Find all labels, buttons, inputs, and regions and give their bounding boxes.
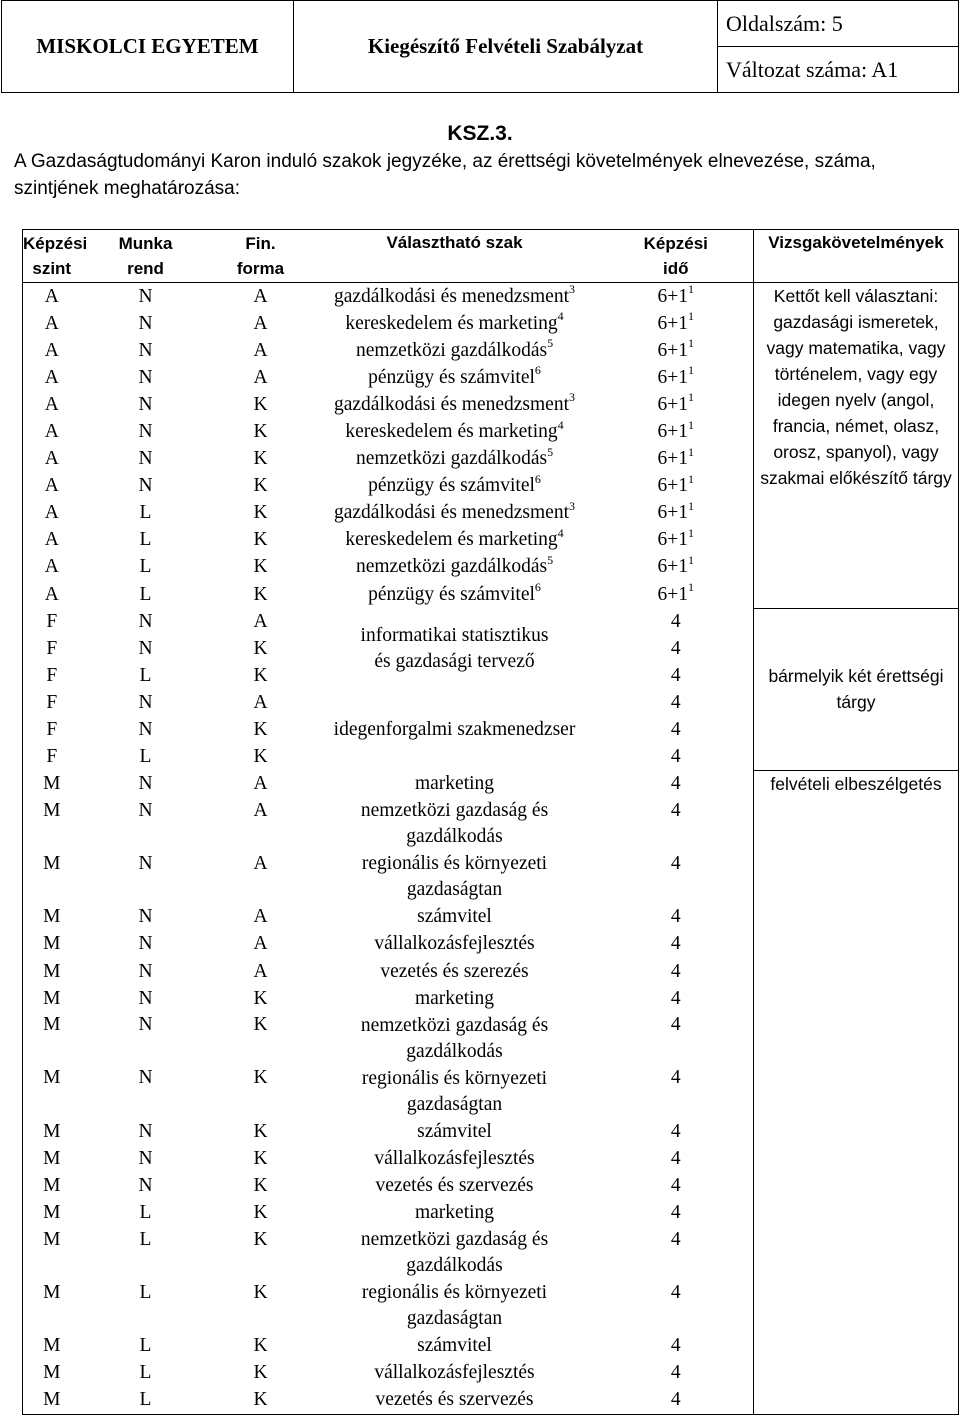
- cell-fin: K: [253, 475, 268, 497]
- duration-value: 4: [670, 719, 681, 741]
- footnote-ref: 1: [688, 309, 694, 324]
- footnote-ref: 6: [534, 363, 541, 378]
- cell-work: N: [138, 366, 153, 388]
- cell-duration: [599, 1172, 754, 1199]
- cell-duration: [599, 418, 754, 445]
- cell-work: N: [138, 933, 153, 955]
- footnote-ref: 4: [557, 417, 564, 432]
- cell-program: [311, 527, 599, 554]
- footnote-ref: 1: [688, 525, 694, 540]
- cell-duration: [599, 931, 754, 958]
- cell-program: [311, 1199, 599, 1226]
- cell-fin: K: [253, 1201, 268, 1223]
- cell-fin: A: [253, 610, 268, 632]
- footnote-ref: 1: [688, 498, 694, 513]
- page-number: Oldalszám: 5: [718, 1, 959, 47]
- cell-level: M: [43, 987, 61, 1009]
- duration-value: 6+1: [657, 312, 688, 334]
- cell-duration: [599, 1360, 754, 1387]
- duration-value: 6+1: [657, 393, 688, 415]
- cell-level: F: [46, 610, 58, 632]
- cell-program: [311, 500, 599, 527]
- footnote-ref: 3: [569, 282, 575, 297]
- cell-level: A: [44, 312, 59, 334]
- footnote-ref: 3: [569, 498, 575, 513]
- cell-duration: [599, 337, 754, 364]
- program-name: gazdálkodási és menedzsment: [334, 393, 569, 415]
- cell-duration: [599, 1118, 754, 1145]
- cell-level: A: [44, 448, 59, 470]
- cell-work: L: [139, 1228, 152, 1250]
- cell-duration: [599, 554, 754, 581]
- table-row: [23, 608, 959, 635]
- requirements-group-1: Kettőt kell választani: gazdasági ismeretek, vagy matematika, vagy történelem, vagy egy idegen nyelv (angol, francia, német, olasz, orosz, spanyol), vagy szakmai előkészítő tárgy: [754, 283, 959, 609]
- duration-value: 4: [670, 1120, 681, 1142]
- cell-fin: K: [253, 1014, 268, 1036]
- program-name: pénzügy és számvitel: [368, 583, 535, 605]
- footnote-ref: 6: [534, 471, 541, 486]
- cell-work: L: [139, 1201, 152, 1223]
- cell-level: A: [44, 475, 59, 497]
- cell-work: L: [139, 1335, 152, 1357]
- cell-duration: [599, 1227, 754, 1280]
- cell-work: L: [139, 583, 152, 605]
- cell-program: informatikai statisztikus és gazdasági tervező: [360, 624, 549, 672]
- cell-work: N: [138, 1067, 153, 1089]
- cell-fin: K: [253, 719, 268, 741]
- duration-value: 6+1: [657, 556, 688, 578]
- cell-duration: [599, 527, 754, 554]
- programs-table: [22, 229, 959, 1415]
- cell-level: M: [43, 1147, 61, 1169]
- cell-work: L: [139, 1389, 152, 1411]
- cell-work: N: [138, 339, 153, 361]
- cell-duration: [599, 500, 754, 527]
- cell-level: M: [43, 773, 61, 795]
- cell-work: L: [139, 529, 152, 551]
- cell-work: L: [139, 1362, 152, 1384]
- duration-value: 4: [670, 799, 681, 821]
- footnote-ref: 1: [688, 390, 694, 405]
- program-name: pénzügy és számvitel: [368, 366, 535, 388]
- version-number: Változat száma: A1: [718, 47, 959, 93]
- col-header-program: Választható szak: [311, 230, 599, 283]
- cell-fin: K: [253, 502, 268, 524]
- cell-level: A: [44, 366, 59, 388]
- cell-duration: [599, 717, 754, 744]
- cell-work: L: [139, 502, 152, 524]
- table-row: [23, 283, 959, 311]
- cell-fin: K: [253, 1335, 268, 1357]
- cell-fin: K: [253, 556, 268, 578]
- footnote-ref: 4: [557, 525, 564, 540]
- cell-level: M: [43, 1201, 61, 1223]
- cell-duration: [599, 581, 754, 608]
- cell-program: [311, 337, 599, 364]
- cell-fin: K: [253, 987, 268, 1009]
- cell-level: A: [44, 529, 59, 551]
- col-header-fin: Fin. forma: [211, 230, 311, 283]
- duration-value: 6+1: [657, 448, 688, 470]
- cell-program: [311, 771, 599, 798]
- cell-program: idegenforgalmi szakmenedzser: [333, 719, 576, 741]
- cell-work: L: [139, 556, 152, 578]
- cell-duration: [599, 771, 754, 798]
- duration-value: 4: [670, 746, 681, 768]
- cell-program: [311, 931, 599, 958]
- cell-duration: [599, 1012, 754, 1065]
- cell-work: N: [138, 691, 153, 713]
- cell-fin: A: [253, 960, 268, 982]
- cell-duration: [599, 1333, 754, 1360]
- duration-value: 6+1: [657, 583, 688, 605]
- footnote-ref: 1: [688, 580, 694, 595]
- footnote-ref: 1: [688, 282, 694, 297]
- cell-fin: K: [253, 1362, 268, 1384]
- cell-duration: [599, 958, 754, 985]
- cell-fin: A: [253, 799, 268, 821]
- cell-program: [311, 851, 599, 904]
- cell-duration: [599, 904, 754, 931]
- cell-fin: K: [253, 1389, 268, 1411]
- cell-duration: [599, 283, 754, 311]
- program-name: marketing: [414, 987, 495, 1009]
- cell-level: M: [43, 1067, 61, 1089]
- program-name: marketing: [414, 773, 495, 795]
- duration-value: 4: [670, 691, 681, 713]
- cell-level: M: [43, 852, 61, 874]
- duration-value: 4: [670, 1201, 681, 1223]
- cell-work: N: [138, 960, 153, 982]
- footnote-ref: 5: [547, 552, 554, 567]
- program-name: vállalkozásfejlesztés: [374, 933, 535, 955]
- cell-level: F: [46, 691, 58, 713]
- footnote-ref: 5: [547, 444, 554, 459]
- duration-value: 4: [670, 773, 681, 795]
- cell-work: N: [138, 773, 153, 795]
- program-name: számvitel: [417, 906, 492, 928]
- duration-value: 4: [670, 1067, 681, 1089]
- cell-work: N: [138, 987, 153, 1009]
- cell-duration: [599, 662, 754, 689]
- cell-level: A: [44, 285, 59, 307]
- duration-value: 6+1: [657, 421, 688, 443]
- cell-fin: K: [253, 1228, 268, 1250]
- program-name: nemzetközi gazdálkodás: [355, 556, 548, 578]
- footnote-ref: 3: [569, 390, 575, 405]
- cell-duration: [599, 364, 754, 391]
- cell-level: M: [43, 906, 61, 928]
- cell-work: N: [138, 637, 153, 659]
- cell-program: [311, 391, 599, 418]
- cell-fin: A: [253, 691, 268, 713]
- program-name: nemzetközi gazdaság és gazdálkodás: [360, 800, 549, 848]
- university-name: MISKOLCI EGYETEM: [2, 1, 294, 93]
- duration-value: 4: [670, 1362, 681, 1384]
- duration-value: 4: [670, 1174, 681, 1196]
- footnote-ref: 4: [557, 309, 564, 324]
- cell-duration: [599, 689, 754, 716]
- footnote-ref: 1: [688, 552, 694, 567]
- program-name: kereskedelem és marketing: [345, 312, 558, 334]
- cell-work: N: [138, 610, 153, 632]
- cell-fin: K: [253, 664, 268, 686]
- duration-value: 6+1: [657, 366, 688, 388]
- section-code: KSZ.3.: [447, 122, 513, 145]
- cell-duration: [599, 310, 754, 337]
- cell-work: N: [138, 799, 153, 821]
- program-name: regionális és környezeti gazdaságtan: [361, 853, 548, 901]
- cell-duration: [599, 798, 754, 851]
- duration-value: 4: [670, 1335, 681, 1357]
- duration-value: 4: [670, 1147, 681, 1169]
- cell-duration: [599, 1280, 754, 1333]
- cell-fin: K: [253, 1281, 268, 1303]
- program-name: számvitel: [417, 1335, 492, 1357]
- footnote-ref: 6: [534, 580, 541, 595]
- cell-program: [311, 364, 599, 391]
- cell-work: N: [138, 285, 153, 307]
- program-name: vezetés és szerezés: [380, 960, 529, 982]
- cell-level: A: [44, 502, 59, 524]
- program-name: nemzetközi gazdaság és gazdálkodás: [360, 1229, 549, 1277]
- cell-program: [311, 1172, 599, 1199]
- cell-level: F: [46, 637, 58, 659]
- cell-work: N: [138, 421, 153, 443]
- cell-program: [311, 904, 599, 931]
- program-name: kereskedelem és marketing: [345, 529, 558, 551]
- cell-fin: A: [253, 312, 268, 334]
- cell-level: A: [44, 421, 59, 443]
- col-header-requirements: Vizsgakövetelmények: [754, 230, 959, 283]
- footnote-ref: 1: [688, 363, 694, 378]
- cell-fin: A: [253, 773, 268, 795]
- cell-program: [311, 473, 599, 500]
- requirements-group-2: bármelyik két érettségi tárgy: [754, 608, 959, 771]
- cell-level: M: [43, 1174, 61, 1196]
- duration-value: 4: [670, 960, 681, 982]
- footnote-ref: 5: [547, 336, 554, 351]
- cell-duration: [599, 1199, 754, 1226]
- cell-work: N: [138, 448, 153, 470]
- cell-level: M: [43, 799, 61, 821]
- program-name: nemzetközi gazdaság és gazdálkodás: [360, 1014, 549, 1062]
- cell-level: F: [46, 746, 58, 768]
- cell-program: [311, 798, 599, 851]
- cell-fin: K: [253, 421, 268, 443]
- cell-level: M: [43, 1335, 61, 1357]
- cell-level: F: [46, 719, 58, 741]
- duration-value: 4: [670, 1281, 681, 1303]
- footnote-ref: 1: [688, 444, 694, 459]
- duration-value: 4: [670, 852, 681, 874]
- cell-work: N: [138, 1174, 153, 1196]
- cell-work: N: [138, 1014, 153, 1036]
- cell-duration: [599, 1387, 754, 1415]
- cell-work: N: [138, 1147, 153, 1169]
- program-name: vállalkozásfejlesztés: [374, 1147, 535, 1169]
- cell-duration: [599, 985, 754, 1012]
- cell-fin: K: [253, 393, 268, 415]
- cell-fin: A: [253, 339, 268, 361]
- col-header-work: Munka rend: [81, 230, 211, 283]
- cell-fin: A: [253, 906, 268, 928]
- cell-work: N: [138, 1120, 153, 1142]
- cell-program: [311, 446, 599, 473]
- program-name: kereskedelem és marketing: [345, 421, 558, 443]
- cell-level: A: [44, 583, 59, 605]
- cell-program: [311, 1118, 599, 1145]
- cell-level: A: [44, 339, 59, 361]
- program-name: számvitel: [417, 1120, 492, 1142]
- program-name: vezetés és szervezés: [375, 1174, 534, 1196]
- cell-program: [311, 418, 599, 445]
- cell-level: M: [43, 1362, 61, 1384]
- cell-fin: K: [253, 637, 268, 659]
- cell-duration: [599, 446, 754, 473]
- cell-work: N: [138, 312, 153, 334]
- cell-fin: A: [253, 285, 268, 307]
- cell-level: M: [43, 1014, 61, 1036]
- footnote-ref: 1: [688, 471, 694, 486]
- cell-work: L: [139, 1281, 152, 1303]
- cell-fin: A: [253, 933, 268, 955]
- duration-value: 4: [670, 1389, 681, 1411]
- cell-duration: [599, 635, 754, 662]
- duration-value: 6+1: [657, 285, 688, 307]
- table-body: [23, 283, 959, 1415]
- cell-work: L: [139, 746, 152, 768]
- cell-program: [311, 554, 599, 581]
- cell-level: M: [43, 933, 61, 955]
- cell-program: [311, 1065, 599, 1118]
- cell-program: [311, 958, 599, 985]
- cell-program: [311, 1387, 599, 1415]
- section-intro: A Gazdaságtudományi Karon induló szakok jegyzéke, az érettségi követelmények elnevezése, száma, szintjének meghatározása:: [14, 151, 876, 199]
- duration-value: 4: [670, 906, 681, 928]
- cell-level: M: [43, 1120, 61, 1142]
- duration-value: 6+1: [657, 502, 688, 524]
- cell-work: N: [138, 393, 153, 415]
- duration-value: 6+1: [657, 529, 688, 551]
- program-name: regionális és környezeti gazdaságtan: [361, 1282, 548, 1330]
- cell-program: [311, 283, 599, 311]
- cell-program: [311, 1012, 599, 1065]
- cell-fin: K: [253, 583, 268, 605]
- cell-work: N: [138, 719, 153, 741]
- program-name: gazdálkodási és menedzsment: [334, 285, 569, 307]
- cell-program: [311, 581, 599, 608]
- cell-duration: [599, 608, 754, 635]
- cell-level: M: [43, 1228, 61, 1250]
- cell-program: [311, 1280, 599, 1333]
- col-header-duration: Képzési idő: [599, 230, 754, 283]
- cell-fin: K: [253, 746, 268, 768]
- program-name: pénzügy és számvitel: [368, 475, 535, 497]
- program-name: nemzetközi gazdálkodás: [355, 339, 548, 361]
- cell-level: M: [43, 1389, 61, 1411]
- duration-value: 4: [670, 1014, 681, 1036]
- cell-duration: [599, 1065, 754, 1118]
- cell-program: [311, 985, 599, 1012]
- table-header-row: [23, 230, 959, 283]
- cell-duration: [599, 744, 754, 771]
- cell-work: L: [139, 664, 152, 686]
- program-name: gazdálkodási és menedzsment: [334, 502, 569, 524]
- cell-fin: A: [253, 852, 268, 874]
- program-name: vezetés és szervezés: [375, 1389, 534, 1411]
- cell-work: N: [138, 852, 153, 874]
- cell-program: [311, 1145, 599, 1172]
- program-name: regionális és környezeti gazdaságtan: [361, 1067, 548, 1115]
- cell-level: M: [43, 960, 61, 982]
- duration-value: 4: [670, 610, 681, 632]
- cell-duration: [599, 473, 754, 500]
- program-name: vállalkozásfejlesztés: [374, 1362, 535, 1384]
- document-title: Kiegészítő Felvételi Szabályzat: [294, 1, 718, 93]
- duration-value: 4: [670, 637, 681, 659]
- cell-level: A: [44, 556, 59, 578]
- duration-value: 6+1: [657, 339, 688, 361]
- footnote-ref: 1: [688, 336, 694, 351]
- duration-value: 4: [670, 933, 681, 955]
- document-header: [1, 0, 959, 93]
- cell-fin: A: [253, 366, 268, 388]
- cell-duration: [599, 1145, 754, 1172]
- duration-value: 4: [670, 987, 681, 1009]
- cell-program: [311, 1227, 599, 1280]
- cell-program: [311, 1360, 599, 1387]
- duration-value: 4: [670, 664, 681, 686]
- col-header-level: Képzési szint: [23, 230, 81, 283]
- cell-level: M: [43, 1281, 61, 1303]
- cell-fin: K: [253, 448, 268, 470]
- cell-level: A: [44, 393, 59, 415]
- cell-program: [311, 1333, 599, 1360]
- cell-duration: [599, 851, 754, 904]
- cell-fin: K: [253, 1174, 268, 1196]
- cell-level: F: [46, 664, 58, 686]
- table-row: [23, 771, 959, 798]
- footnote-ref: 1: [688, 417, 694, 432]
- requirements-group-3: felvételi elbeszélgetés: [754, 771, 959, 1415]
- duration-value: 6+1: [657, 475, 688, 497]
- duration-value: 4: [670, 1228, 681, 1250]
- cell-work: N: [138, 475, 153, 497]
- cell-program: [311, 310, 599, 337]
- cell-work: N: [138, 906, 153, 928]
- cell-fin: K: [253, 1067, 268, 1089]
- cell-fin: K: [253, 1147, 268, 1169]
- program-name: nemzetközi gazdálkodás: [355, 448, 548, 470]
- cell-fin: K: [253, 1120, 268, 1142]
- program-name: marketing: [414, 1201, 495, 1223]
- cell-duration: [599, 391, 754, 418]
- cell-fin: K: [253, 529, 268, 551]
